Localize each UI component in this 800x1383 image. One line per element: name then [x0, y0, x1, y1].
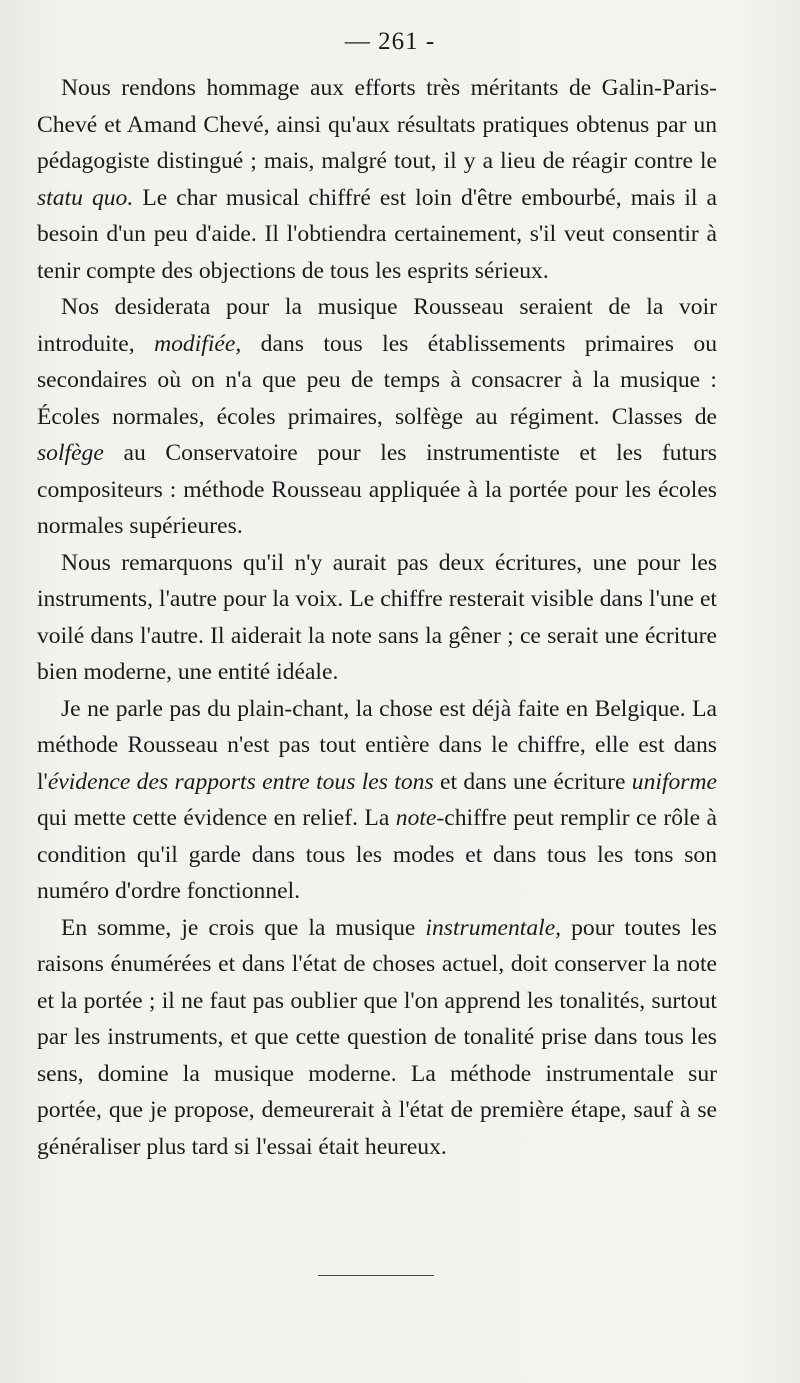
italic-phrase: solfège [37, 440, 104, 466]
italic-phrase: statu quo. [37, 184, 134, 211]
paragraph-2 [37, 289, 717, 545]
body-text [37, 70, 717, 1165]
paragraph-text: dans tous les établissements primaires ou secondaires où on n'a que peu de temps à consacrer à la musique : Écoles normales, écoles primaires, solfège au régiment. Classes de [37, 330, 717, 430]
paragraph-text: pour toutes les raisons énumérées et dans l'état de choses actuel, doit conserver la note et la portée ; il ne faut pas oublier que l'on apprend les tonalités, surtout par les instruments, et que cette question de tonalité prise dans tous les sens, domine la musique moderne. La méthode instrumentale sur portée, que je propose, demeurerait à l'état de première étape, sauf à se généraliser plus tard si l'essai était heureux. [37, 914, 717, 1160]
paragraph-text: En somme, je crois que la musique [61, 914, 426, 941]
italic-phrase: note [395, 805, 437, 831]
italic-phrase: uniforme [631, 768, 717, 795]
paragraph-text: Le char musical chiffré est loin d'être embourbé, mais il a besoin d'un peu d'aide. Il l'obtiendra certainement, s'il veut consentir à tenir compte des objections de tous les esprits sérieux. [37, 184, 718, 284]
italic-phrase: modifiée, [154, 330, 242, 357]
page-number: — 261 - [344, 28, 436, 55]
paragraph-5 [37, 910, 717, 1166]
end-rule [318, 1275, 434, 1276]
paragraph-text: Je ne parle pas du plain-chant, la chose est déjà faite en Belgique. La méthode Rousseau n'est pas tout entière dans le chiffre, elle est dans l' [37, 695, 717, 795]
paragraph-text: Nos desiderata pour la musique Rousseau seraient de la voir introduite, [37, 294, 717, 357]
paragraph-text: et dans une écriture [433, 768, 632, 795]
italic-phrase: instrumentale, [425, 914, 562, 941]
paragraph-text: qui mette cette évidence en relief. La [37, 805, 396, 831]
paragraph-4 [37, 691, 717, 910]
paragraph-text: au Conservatoire pour les instrumentiste et les futurs compositeurs : méthode Rousseau appliquée à la portée pour les écoles normales supérieures. [37, 440, 717, 539]
paragraph-3 [37, 545, 717, 691]
paragraph-text: Nous rendons hommage aux efforts très méritants de Galin-Paris-Chevé et Amand Chevé, ainsi qu'aux résultats pratiques obtenus par un pédagogiste distingué ; mais, malgré tout, il y a lieu de réagir contre le [37, 75, 717, 174]
paragraph-text: -chiffre peut remplir ce rôle à condition qu'il garde dans tous les modes et dans tous les tons son numéro d'ordre fonctionnel. [37, 805, 718, 904]
italic-phrase: évidence des rapports entre tous les tons [47, 768, 434, 795]
paragraph-text: Nous remarquons qu'il n'y aurait pas deux écritures, une pour les instruments, l'autre pour la voix. Le chiffre resterait visible dans l'une et voilé dans l'autre. Il aiderait la note sans la gêner ; ce serait une écriture bien moderne, une entité idéale. [37, 549, 717, 685]
paragraph-1 [37, 70, 717, 289]
